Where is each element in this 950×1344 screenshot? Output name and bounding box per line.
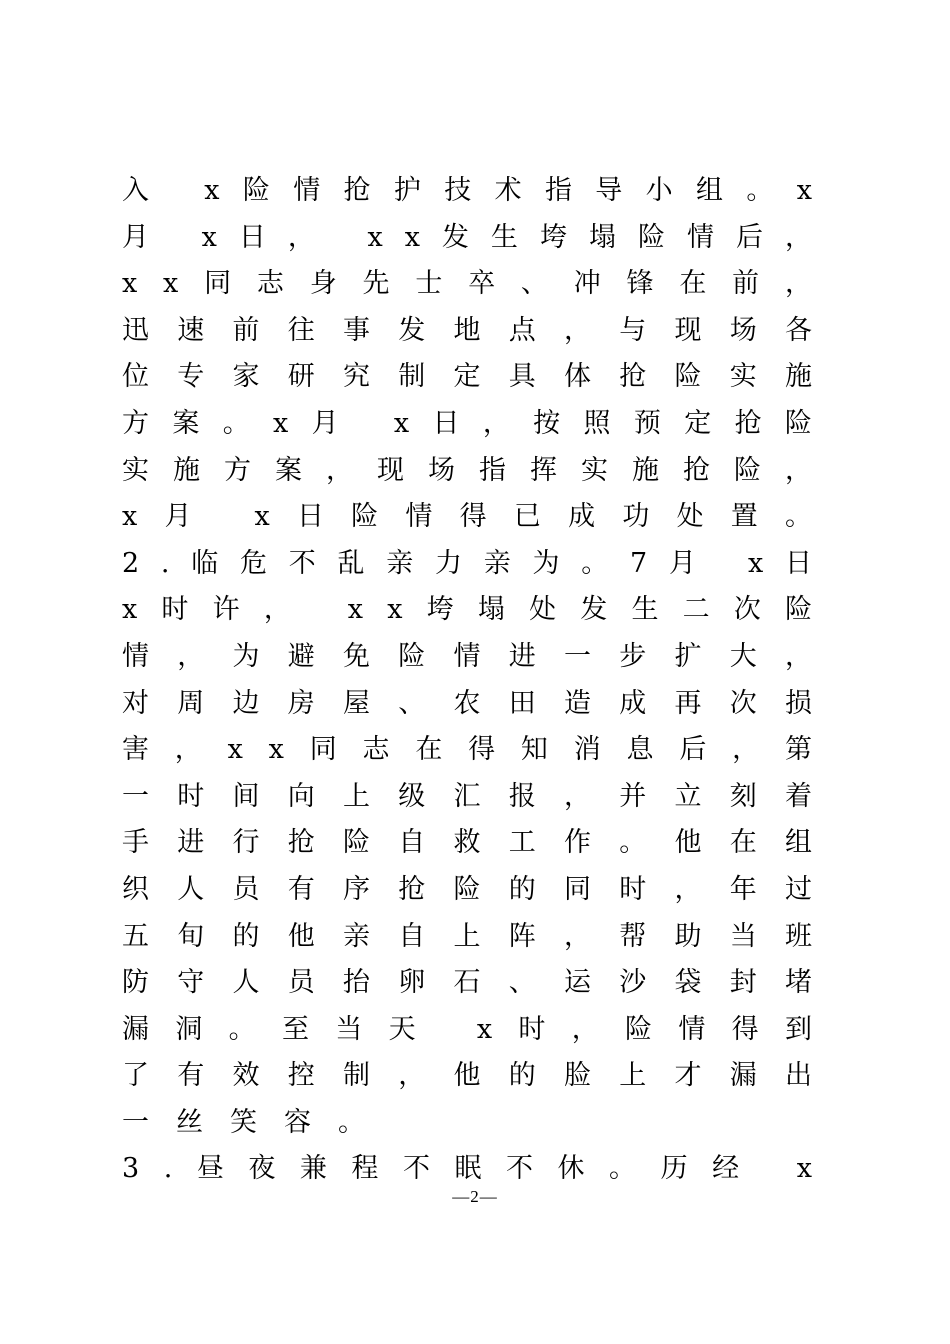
text-line xyxy=(122,587,842,634)
text-line xyxy=(122,727,842,774)
text-line xyxy=(122,261,842,308)
text-line xyxy=(122,681,842,728)
text-line xyxy=(122,1100,842,1147)
text-line-content: 对周边房屋、农田造成再次损 xyxy=(122,687,841,719)
text-line xyxy=(122,914,842,961)
text-line xyxy=(122,448,842,495)
text-line-content: 漏洞。至当天 x时，险情得到 xyxy=(122,1013,839,1045)
text-line-content: 迅速前往事发地点，与现场各 xyxy=(122,314,841,346)
text-line xyxy=(122,215,842,262)
text-line-content: 了有效控制，他的脸上才漏出 xyxy=(122,1060,841,1092)
text-line-content: 入 x险情抢护技术指导小组。x xyxy=(122,175,836,206)
text-line-content: 害，xx同志在得知消息后，第 xyxy=(122,734,838,766)
text-line-content: 情，为避免险情进一步扩大， xyxy=(122,640,841,672)
text-line xyxy=(122,634,842,681)
text-line-content: 一丝笑容。 xyxy=(122,1106,392,1138)
text-line xyxy=(122,820,842,867)
text-line xyxy=(122,541,842,588)
text-line-content: x月 x日险情得已成功处置。 xyxy=(122,501,840,533)
text-line-content: xx同志身先士卒、冲锋在前， xyxy=(122,268,838,300)
text-line xyxy=(122,1053,842,1100)
text-line xyxy=(122,774,842,821)
text-line xyxy=(122,960,842,1007)
text-line-content: 3.昼夜兼程不眠不休。历经 x xyxy=(122,1153,837,1185)
text-line xyxy=(122,168,842,215)
body-text xyxy=(122,168,842,1193)
text-line-content: 手进行抢险自救工作。他在组 xyxy=(122,827,841,859)
text-line-content: 方案。x月 x日，按照预定抢险 xyxy=(122,407,836,439)
text-line-content: 一时间向上级汇报，并立刻着 xyxy=(122,780,841,812)
text-line xyxy=(122,867,842,914)
text-line-content: 2.临危不乱亲力亲为。7月 x日 xyxy=(122,547,834,579)
text-line xyxy=(122,494,842,541)
text-line xyxy=(122,1007,842,1054)
text-line-content: 织人员有序抢险的同时，年过 xyxy=(122,873,841,905)
text-line-content: 位专家研究制定具体抢险实施 xyxy=(122,361,841,393)
page-number: —2— xyxy=(452,1187,498,1206)
text-line xyxy=(122,354,842,401)
text-line xyxy=(122,308,842,355)
text-line-content: 实施方案，现场指挥实施抢险， xyxy=(122,454,836,486)
text-line-content: 月 x日， xx发生垮塌险情后， xyxy=(122,221,835,253)
text-line-content: 五旬的他亲自上阵，帮助当班 xyxy=(122,920,841,952)
text-line-content: 防守人员抬卵石、运沙袋封堵 xyxy=(122,967,841,999)
text-line-content: x时许， xx垮塌处发生二次险 xyxy=(122,594,837,626)
text-line xyxy=(122,401,842,448)
